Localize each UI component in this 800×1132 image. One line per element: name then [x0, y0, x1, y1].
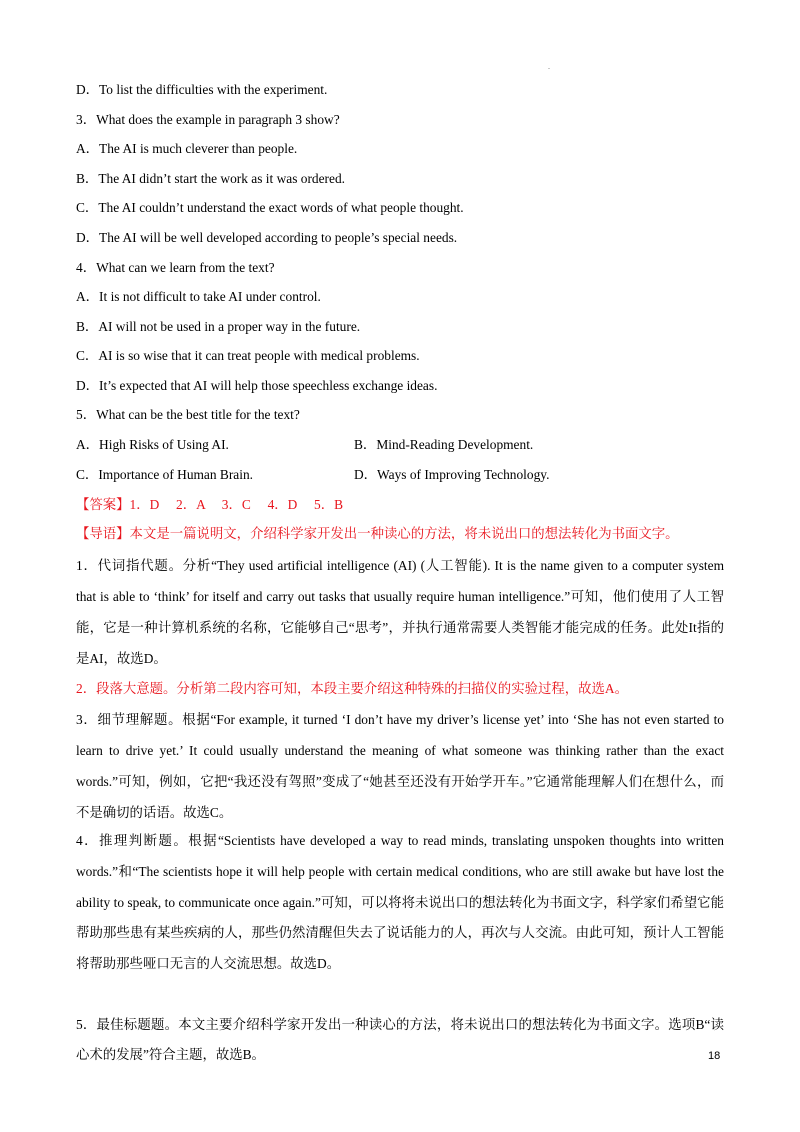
q4-option-a: A．It is not difficult to take AI under control. [76, 289, 321, 304]
explanation-2: 2．段落大意题。分析第二段内容可知，本段主要介绍这种特殊的扫描仪的实验过程，故选A。 [76, 681, 628, 696]
q3-option-b: B．The AI didn’t start the work as it was ordered. [76, 171, 345, 186]
explanation-1: 1．代词指代题。分析“They used artificial intelligence (AI) (人工智能). It is the name given to a computer system that is able to ‘think’ for itself and carry out tasks that usually require human intelligence.”可知，他们使用了人工智能，它是一种计算机系统的名称，它能够自己“思考”，并执行通常需要人类智能才能完成的任务。此处It指的是AI，故选D。 [76, 558, 724, 666]
q4-option-b: B．AI will not be used in a proper way in the future. [76, 319, 361, 334]
question-5-stem: 5．What can be the best title for the text? [76, 407, 300, 422]
q4-option-c: C．AI is so wise that it can treat people with medical problems. [76, 348, 420, 363]
decorative-dot: . [548, 62, 550, 71]
answer-key: 【答案】1．D 2．A 3．C 4．D 5．B [76, 497, 344, 512]
q5-option-c: C．Importance of Human Brain. [76, 467, 254, 482]
question-3-stem: 3．What does the example in paragraph 3 show? [76, 112, 340, 127]
q2-option-d: D．To list the difficulties with the experiment. [76, 82, 328, 97]
explanation-4: 4．推理判断题。根据“Scientists have developed a way to read minds, translating unspoken thoughts into written words.”和“The scientists hope it will help people with certain medical conditions, who are still awake but have lost the ability to speak, to communicate once again.”可知，可以将将未说出口的想法转化为书面文字，科学家们希望它能帮助那些患有某些疾病的人，那些仍然清醒但失去了说话能力的人，再次与人交流。由此可知，预计人工智能将帮助那些哑口无言的人交流思想。故选D。 [76, 833, 724, 972]
q3-option-d: D．The AI will be well developed according to people’s special needs. [76, 230, 458, 245]
explanation-5: 5．最佳标题题。本文主要介绍科学家开发出一种读心的方法，将未说出口的想法转化为书面文字。选项B“读心术的发展”符合主题，故选B。 [76, 1017, 724, 1062]
explanation-3: 3．细节理解题。根据“For example, it turned ‘I don’t have my driver’s license yet’ into ‘She has not even started to learn to drive yet.’ It could usually understand the meaning of what someone was thinking rather than the exact words.”可知，例如，它把“我还没有驾照”变成了“她甚至还没有开始学开车。”它通常能理解人们在想什么，而不是确切的话语。故选C。 [76, 712, 724, 820]
q5-option-b: B．Mind-Reading Development. [354, 437, 534, 452]
q3-option-c: C．The AI couldn’t understand the exact words of what people thought. [76, 200, 464, 215]
page-number: 18 [708, 1050, 721, 1062]
q4-option-d: D．It’s expected that AI will help those speechless exchange ideas. [76, 378, 438, 393]
question-4-stem: 4．What can we learn from the text? [76, 260, 275, 275]
q3-option-a: A．The AI is much cleverer than people. [76, 141, 298, 156]
q5-option-d: D．Ways of Improving Technology. [354, 467, 550, 482]
q5-option-a: A．High Risks of Using AI. [76, 437, 229, 452]
guide-text: 【导语】本文是一篇说明文，介绍科学家开发出一种读心的方法，将未说出口的想法转化为书面文字。 [76, 526, 679, 541]
